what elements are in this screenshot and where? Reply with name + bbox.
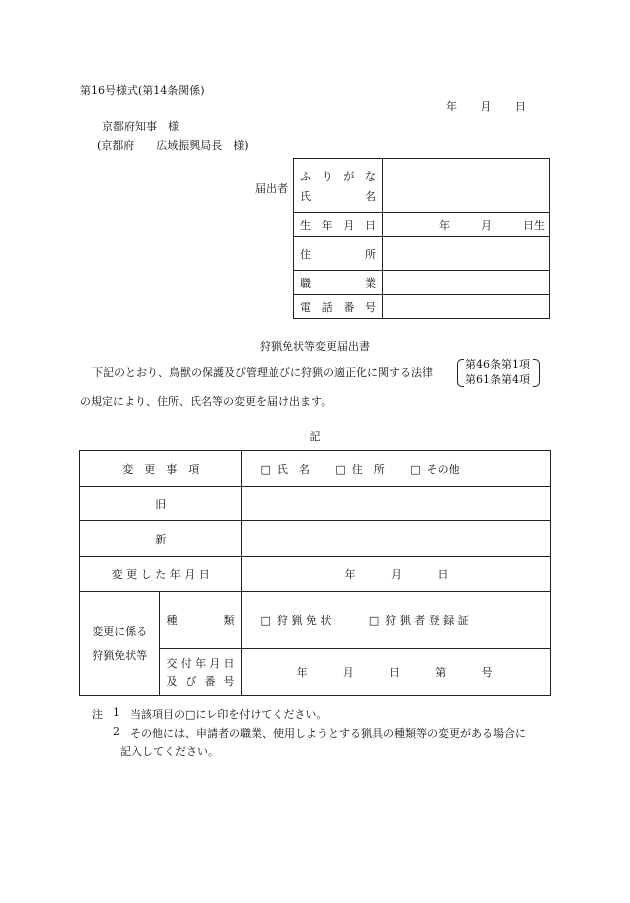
note-2-num: 2 (113, 725, 120, 738)
date-line (446, 98, 526, 114)
name-label-cell (294, 159, 383, 213)
change-date-label: 変 更 し た 年 月 日 (80, 557, 242, 592)
applicant-row-address (294, 237, 550, 271)
birthdate-input[interactable]: 年 月 日生 (383, 213, 550, 237)
type-label-cell (160, 592, 242, 649)
applicant-row-occupation (294, 271, 550, 295)
law-option-1: 第46条第1項 (465, 358, 530, 371)
body-line-2: の規定により、住所、氏名等の変更を届け出ます。 (80, 395, 333, 408)
change-item-options (242, 451, 551, 487)
change-table (79, 450, 551, 696)
occupation-input[interactable] (383, 271, 550, 295)
change-opt-name[interactable]: □ 氏 名 (260, 462, 310, 476)
issue-label-1: 交 付 年 月 日 (166, 657, 235, 670)
applicant-row-name (294, 159, 550, 213)
new-label: 新 (80, 521, 242, 557)
applicant-row-birthdate (294, 213, 550, 237)
phone-label: 電 話 番 号 (300, 300, 376, 314)
law-option-2: 第61条第4項 (465, 373, 530, 386)
change-opt-other[interactable]: □ その他 (410, 462, 460, 476)
issue-label-cell (160, 649, 242, 696)
ki-heading: 記 (309, 430, 321, 443)
issue-input[interactable]: 年 月 日 第 号 (242, 649, 551, 696)
name-label: 氏 名 (300, 189, 376, 203)
occupation-label: 職 業 (300, 276, 376, 290)
note-1-text: 当該項目の□にレ印を付けてください。 (130, 708, 328, 721)
brace-left (457, 359, 464, 387)
row-change-item (80, 451, 551, 487)
change-item-label: 変 更 事 項 (80, 451, 242, 487)
notes-prefix: 注 (92, 708, 103, 721)
license-label: 変更に係る 狩猟免状等 (80, 592, 160, 696)
new-input[interactable] (242, 521, 551, 557)
applicant-label: 届出者 (255, 182, 288, 195)
addressee-bureau: (京都府 広域振興局長 様) (97, 139, 249, 152)
address-label: 住 所 (300, 247, 376, 261)
name-input[interactable] (383, 159, 550, 213)
row-old (80, 487, 551, 521)
change-opt-address[interactable]: □ 住 所 (335, 462, 385, 476)
old-label: 旧 (80, 487, 242, 521)
change-date-input[interactable]: 年 月 日 (242, 557, 551, 592)
birthdate-label-cell (294, 213, 383, 237)
row-change-date (80, 557, 551, 592)
type-opt-license[interactable]: □ 狩 猟 免 状 (260, 614, 332, 627)
furigana-label: ふ り が な (300, 169, 376, 183)
phone-input[interactable] (383, 295, 550, 319)
note-2-continuation: 記入してください。 (120, 745, 219, 758)
old-input[interactable] (242, 487, 551, 521)
date-year: 年 (446, 100, 457, 113)
body-line-1: 下記のとおり、鳥獣の保護及び管理並びに狩猟の適正化に関する法律 (92, 366, 433, 379)
phone-label-cell (294, 295, 383, 319)
address-input[interactable] (383, 237, 550, 271)
note-1-num: 1 (113, 706, 120, 719)
row-new (80, 521, 551, 557)
note-2-text: その他には、申請者の職業、使用しようとする猟具の種類等の変更がある場合に (130, 727, 526, 740)
type-opt-registration[interactable]: □ 狩 猟 者 登 録 証 (368, 614, 469, 627)
issue-label-2: 及 び 番 号 (166, 675, 235, 688)
applicant-table (293, 158, 550, 319)
address-label-cell (294, 237, 383, 271)
row-license-type (80, 592, 551, 649)
document-title: 狩猟免状等変更届出書 (260, 340, 370, 353)
brace-right (533, 359, 540, 387)
occupation-label-cell (294, 271, 383, 295)
type-label: 種 類 (166, 614, 235, 627)
date-month: 月 (480, 100, 492, 113)
date-day: 日 (515, 100, 526, 113)
birthdate-label: 生 年 月 日 (300, 218, 376, 232)
type-options (242, 592, 551, 649)
applicant-row-phone (294, 295, 550, 319)
form-id: 第16号様式(第14条関係) (80, 84, 205, 97)
addressee-governor: 京都府知事 様 (102, 120, 179, 133)
